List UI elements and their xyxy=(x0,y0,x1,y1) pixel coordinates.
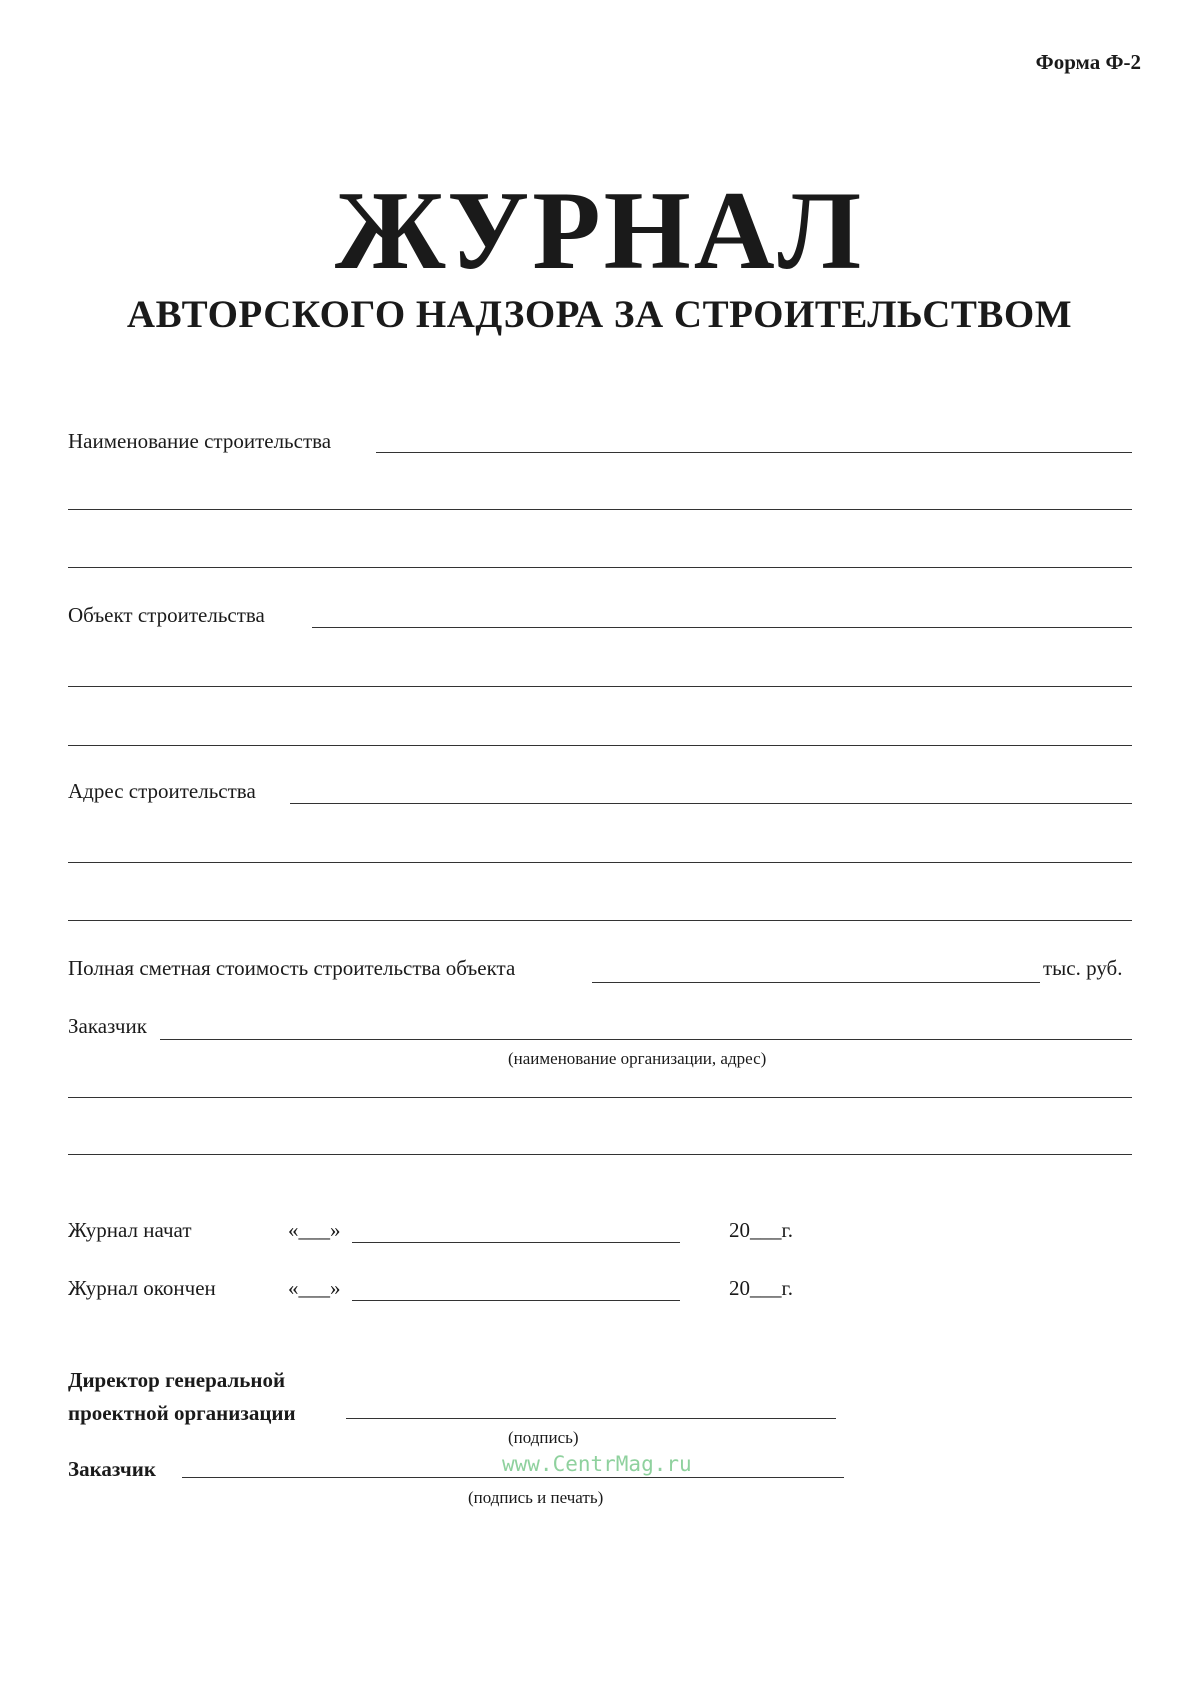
customer-line-3[interactable] xyxy=(68,1154,1132,1155)
journal-started-label: Журнал начат xyxy=(68,1218,192,1242)
cost-unit-label: тыс. руб. xyxy=(1043,956,1123,980)
watermark-text: www.CentrMag.ru xyxy=(502,1452,692,1476)
customer-caption: (наименование организации, адрес) xyxy=(508,1049,767,1068)
customer-signature-line[interactable] xyxy=(182,1477,844,1478)
construction-object-line-3[interactable] xyxy=(68,745,1132,746)
construction-name-line[interactable] xyxy=(376,452,1132,453)
page-subtitle: АВТОРСКОГО НАДЗОРА ЗА СТРОИТЕЛЬСТВОМ xyxy=(126,293,1073,336)
estimated-cost-label: Полная сметная стоимость строительства объекта xyxy=(68,956,516,980)
construction-name-label: Наименование строительства xyxy=(68,429,332,453)
construction-address-line[interactable] xyxy=(290,803,1132,804)
construction-object-line[interactable] xyxy=(312,627,1132,628)
page-title: ЖУРНАЛ xyxy=(334,169,865,293)
estimated-cost-line[interactable] xyxy=(592,982,1040,983)
journal-finished-year[interactable]: 20___г. xyxy=(729,1276,793,1300)
journal-finished-month-line[interactable] xyxy=(352,1300,680,1301)
customer-line[interactable] xyxy=(160,1039,1132,1040)
customer-signature-label: Заказчик xyxy=(68,1457,156,1481)
director-label xyxy=(68,1364,296,1430)
director-label-line2: проектной организации xyxy=(68,1401,296,1425)
journal-finished-label: Журнал окончен xyxy=(68,1276,216,1300)
journal-finished-day[interactable]: «___» xyxy=(288,1276,341,1300)
form-code: Форма Ф-2 xyxy=(1035,50,1141,74)
director-signature-line[interactable] xyxy=(346,1418,836,1419)
construction-address-line-2[interactable] xyxy=(68,862,1132,863)
journal-started-day[interactable]: «___» xyxy=(288,1218,341,1242)
construction-object-label: Объект строительства xyxy=(68,603,265,627)
customer-signature-caption: (подпись и печать) xyxy=(468,1488,604,1507)
director-label-line1: Директор генеральной xyxy=(68,1368,286,1392)
construction-object-line-2[interactable] xyxy=(68,686,1132,687)
construction-name-line-2[interactable] xyxy=(68,509,1132,510)
customer-label: Заказчик xyxy=(68,1014,147,1038)
journal-started-year[interactable]: 20___г. xyxy=(729,1218,793,1242)
journal-started-month-line[interactable] xyxy=(352,1242,680,1243)
construction-address-label: Адрес строительства xyxy=(68,779,256,803)
construction-name-line-3[interactable] xyxy=(68,567,1132,568)
director-signature-caption: (подпись) xyxy=(508,1428,579,1447)
construction-address-line-3[interactable] xyxy=(68,920,1132,921)
customer-line-2[interactable] xyxy=(68,1097,1132,1098)
